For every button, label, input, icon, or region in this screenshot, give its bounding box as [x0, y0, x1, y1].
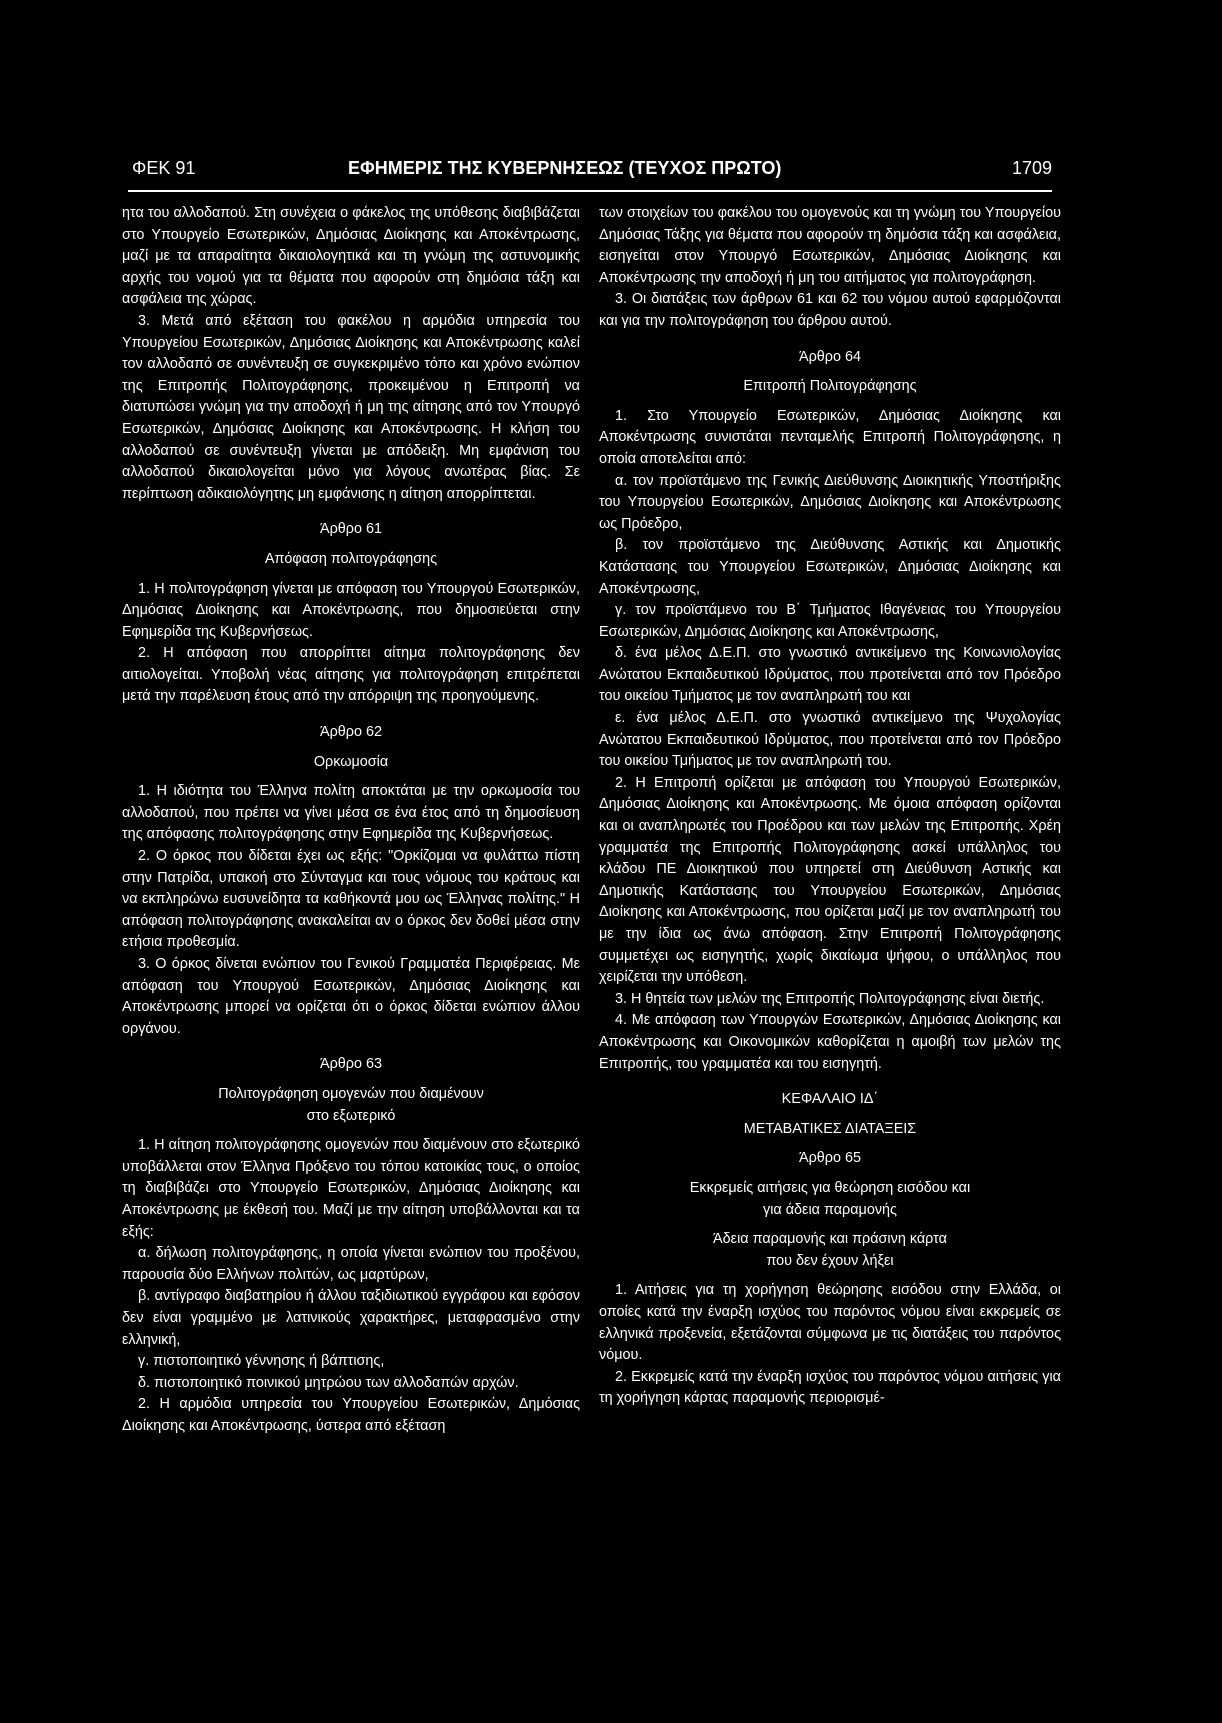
paragraph: 3. Η θητεία των μελών της Επιτροπής Πολιτογράφησης είναι διετής.	[615, 990, 1045, 1007]
page-header	[128, 158, 1052, 184]
paragraph: 1. Η αίτηση πολιτογράφησης ομογενών που διαμένουν στο εξωτερικό υποβάλλεται στον Έλληνα Πρόξενο του τόπου κατοικίας τους, ο οποίος τη διαβιβάζει στο Υπουργείο Εσωτερικών, Δημόσιας Διοίκησης και Αποκέντρωσης με έκθεσή του. Μαζί με την αίτηση υποβάλλονται και τα εξής:	[122, 1137, 580, 1240]
paragraph: 2. Η αρμόδια υπηρεσία του Υπουργείου Εσωτερικών, Δημόσιας Διοίκησης και Αποκέντρωσης, ύστερα από εξέταση	[122, 1396, 580, 1434]
header-rule	[128, 190, 1052, 192]
article-title: για άδεια παραμονής	[763, 1201, 897, 1218]
paragraph: των στοιχείων του φακέλου του ομογενούς και τη γνώμη του Υπουργείου Δημόσιας Τάξης για θέματα που αφορούν τη δημόσια τάξη και ασφάλεια, εισηγείται στον Υπουργό Εσωτερικών, Δημόσιας Διοίκησης και Αποκέντρωσης την αποδοχή ή μη του αιτήματος για πολιτογράφηση.	[599, 205, 1061, 286]
paragraph: 1. Η πολιτογράφηση γίνεται με απόφαση του Υπουργού Εσωτερικών, Δημόσιας Διοίκησης και Αποκέντρωσης, που δημοσιεύεται στην Εφημερίδα της Κυβερνήσεως.	[122, 580, 580, 640]
article-subtitle: Άδεια παραμονής και πράσινη κάρτα	[713, 1231, 947, 1248]
paragraph: 2. Ο όρκος που δίδεται έχει ως εξής: "Ορκίζομαι να φυλάττω πίστη στην Πατρίδα, υπακοή στο Σύνταγμα και τους νόμους του κράτους και να εκπληρώνω ευσυνείδητα τα καθήκοντά μου ως Έλληνας πολίτης." Η απόφαση πολιτογράφησης ανακαλείται αν ο όρκος δεν δοθεί μέσα στην ετήσια προθεσμία.	[122, 848, 580, 951]
list-item: γ. πιστοποιητικό γέννησης ή βάπτισης,	[138, 1353, 385, 1370]
left-column	[122, 203, 580, 1437]
article-number: Άρθρο 61	[320, 521, 382, 538]
issue-number: ΦΕΚ 91	[132, 158, 196, 178]
chapter-title: ΜΕΤΑΒΑΤΙΚΕΣ ΔΙΑΤΑΞΕΙΣ	[743, 1120, 917, 1137]
list-item: α. τον προϊστάμενο της Γενικής Διεύθυνσης Διοικητικής Υποστήριξης του Υπουργείου Εσωτερικών, Δημόσιας Διοίκησης και Αποκέντρωσης ως Πρόεδρο,	[599, 472, 1061, 532]
article-title: στο εξωτερικό	[306, 1107, 396, 1124]
article-number: Άρθρο 62	[320, 724, 382, 741]
gazette-title: ΕΦΗΜΕΡΙΣ ΤΗΣ ΚΥΒΕΡΝΗΣΕΩΣ (ΤΕΥΧΟΣ ΠΡΩΤΟ)	[348, 158, 782, 178]
paragraph: 1. Αιτήσεις για τη χορήγηση θεώρησης εισόδου στην Ελλάδα, οι οποίες κατά την έναρξη ισχύος του παρόντος νόμου είναι εκκρεμείς σε ελληνικά προξενεία, εξετάζονται σύμφωνα με τις διατάξεις του παρόντος νόμου.	[599, 1282, 1061, 1364]
list-item: α. δήλωση πολιτογράφησης, η οποία γίνεται ενώπιον του προξένου, παρουσία δύο Ελλήνων πολιτών, ως μαρτύρων,	[122, 1245, 580, 1283]
list-item: γ. τον προϊστάμενο του Β΄ Τμήματος Ιθαγένειας του Υπουργείου Εσωτερικών, Δημόσιας Διοίκησης και Αποκέντρωσης,	[599, 602, 1061, 640]
list-item: δ. ένα μέλος Δ.Ε.Π. στο γνωστικό αντικείμενο της Κοινωνιολογίας Ανώτατου Εκπαιδευτικού Ιδρύματος, που προτείνεται από τον Πρόεδρο του οικείου Τμήματος με τον αναπληρωτή του και	[599, 645, 1061, 705]
article-title: Πολιτογράφηση ομογενών που διαμένουν	[218, 1085, 484, 1102]
article-title: Επιτροπή Πολιτογράφησης	[743, 378, 917, 395]
article-title: Απόφαση πολιτογράφησης	[264, 550, 438, 567]
paragraph: 2. Η Επιτροπή ορίζεται με απόφαση του Υπουργού Εσωτερικών, Δημόσιας Διοίκησης και Αποκέντρωσης. Με όμοια απόφαση ορίζονται και οι αναπληρωτές του Προέδρου και των μελών της Επιτροπής. Χρέη γραμματέα της Επιτροπής Πολιτογράφησης ασκεί υπάλληλος του κλάδου ΠΕ Διοικητικού που υπηρετεί στη Διεύθυνση Αστικής και Δημοτικής Κατάστασης του Υπουργείου Εσωτερικών, Δημόσιας Διοίκησης και Αποκέντρωσης, που ορίζεται μαζί με τον αναπληρωτή του με την ίδια ως άνω απόφαση. Στην Επιτροπή Πολιτογράφησης συμμετέχει ως εισηγητής, χωρίς δικαίωμα ψήφου, ο υπάλληλος που χειρίζεται την υπόθεση.	[599, 774, 1061, 986]
paragraph: 2. Η απόφαση που απορρίπτει αίτημα πολιτογράφησης δεν αιτιολογείται. Υποβολή νέας αίτησης για πολιτογράφηση επιτρέπεται μετά την παρέλευση έτους από την απόρριψη της προηγούμενης.	[122, 645, 580, 705]
paragraph: 3. Οι διατάξεις των άρθρων 61 και 62 του νόμου αυτού εφαρμόζονται και για την πολιτογράφηση του άρθρου αυτού.	[599, 291, 1061, 329]
article-title: Εκκρεμείς αιτήσεις για θεώρηση εισόδου και	[689, 1179, 971, 1196]
article-title: Ορκωμοσία	[313, 753, 389, 770]
paragraph: ητα του αλλοδαπού. Στη συνέχεια ο φάκελος της υπόθεσης διαβιβάζεται στο Υπουργείο Εσωτερικών, Δημόσιας Διοίκησης και Αποκέντρωσης, μαζί με τα απαραίτητα δικαιολογητικά και τη γνώμη της αστυνομικής αρχής του νομού για τα θέματα που αφορούν στη δημόσια τάξη και ασφάλεια της χώρας.	[122, 205, 580, 308]
paragraph: 1. Στο Υπουργείο Εσωτερικών, Δημόσιας Διοίκησης και Αποκέντρωσης συνιστάται πενταμελής Επιτροπή Πολιτογράφησης, η οποία αποτελείται από:	[599, 407, 1061, 467]
article-number: Άρθρο 63	[320, 1056, 382, 1073]
chapter-number: ΚΕΦΑΛΑΙΟ ΙΔ΄	[781, 1091, 879, 1108]
article-number: Άρθρο 65	[799, 1150, 861, 1167]
list-item: ε. ένα μέλος Δ.Ε.Π. στο γνωστικό αντικείμενο της Ψυχολογίας Ανώτατου Εκπαιδευτικού Ιδρύματος, που προτείνεται από τον Πρόεδρο του οικείου Τμήματος με τον αναπληρωτή του.	[599, 710, 1061, 770]
article-subtitle: που δεν έχουν λήξει	[766, 1252, 894, 1269]
paragraph: 4. Με απόφαση των Υπουργών Εσωτερικών, Δημόσιας Διοίκησης και Αποκέντρωσης και Οικονομικών καθορίζεται η αμοιβή των μελών της Επιτροπής, του γραμματέα και του εισηγητή.	[599, 1012, 1061, 1072]
list-item: β. αντίγραφο διαβατηρίου ή άλλου ταξιδιωτικού εγγράφου και εφόσον δεν είναι γραμμένο με λατινικούς χαρακτήρες, μεταφρασμένο στην ελληνική,	[122, 1288, 580, 1348]
paragraph: 1. Η ιδιότητα του Έλληνα πολίτη αποκτάται με την ορκωμοσία του αλλοδαπού, που πρέπει να γίνει μέσα σε ένα έτος από τη δημοσίευση της απόφασης πολιτογράφησης στην Εφημερίδα της Κυβερνήσεως.	[122, 783, 580, 843]
right-column	[599, 203, 1061, 1410]
paragraph: 3. Μετά από εξέταση του φακέλου η αρμόδια υπηρεσία του Υπουργείου Εσωτερικών, Δημόσιας Διοίκησης και Αποκέντρωσης καλεί τον αλλοδαπό σε συνέντευξη σε συγκεκριμένο τόπο και χρόνο ενώπιον της Επιτροπής Πολιτογράφησης, προκειμένου η Επιτροπή να διατυπώσει γνώμη για την αποδοχή ή μη της αίτησης από τον Υπουργό Εσωτερικών, Δημόσιας Διοίκησης και Αποκέντρωσης. Η κλήση του αλλοδαπού σε συνέντευξη γίνεται με απόδειξη. Μη εμφάνιση του αλλοδαπού δικαιολογείται μόνο για λόγους ανωτέρας βίας. Σε περίπτωση αδικαιολόγητης μη εμφάνισης η αίτηση απορρίπτεται.	[122, 312, 580, 502]
list-item: β. τον προϊστάμενο της Διεύθυνσης Αστικής και Δημοτικής Κατάστασης του Υπουργείου Εσωτερικών, Δημόσιας Διοίκησης και Αποκέντρωσης,	[599, 537, 1061, 597]
article-number: Άρθρο 64	[799, 348, 861, 365]
page-number: 1709	[1011, 158, 1052, 178]
list-item: δ. πιστοποιητικό ποινικού μητρώου των αλλοδαπών αρχών.	[138, 1374, 519, 1391]
paragraph: 2. Εκκρεμείς κατά την έναρξη ισχύος του παρόντος νόμου αιτήσεις για τη χορήγηση κάρτας παραμονής περιορισμέ-	[599, 1368, 1061, 1407]
paragraph: 3. Ο όρκος δίνεται ενώπιον του Γενικού Γραμματέα Περιφέρειας. Με απόφαση του Υπουργού Εσωτερικών, Δημόσιας Διοίκησης και Αποκέντρωσης μπορεί να ορίζεται ότι ο όρκος δίδεται ενώπιον άλλου οργάνου.	[122, 956, 580, 1037]
